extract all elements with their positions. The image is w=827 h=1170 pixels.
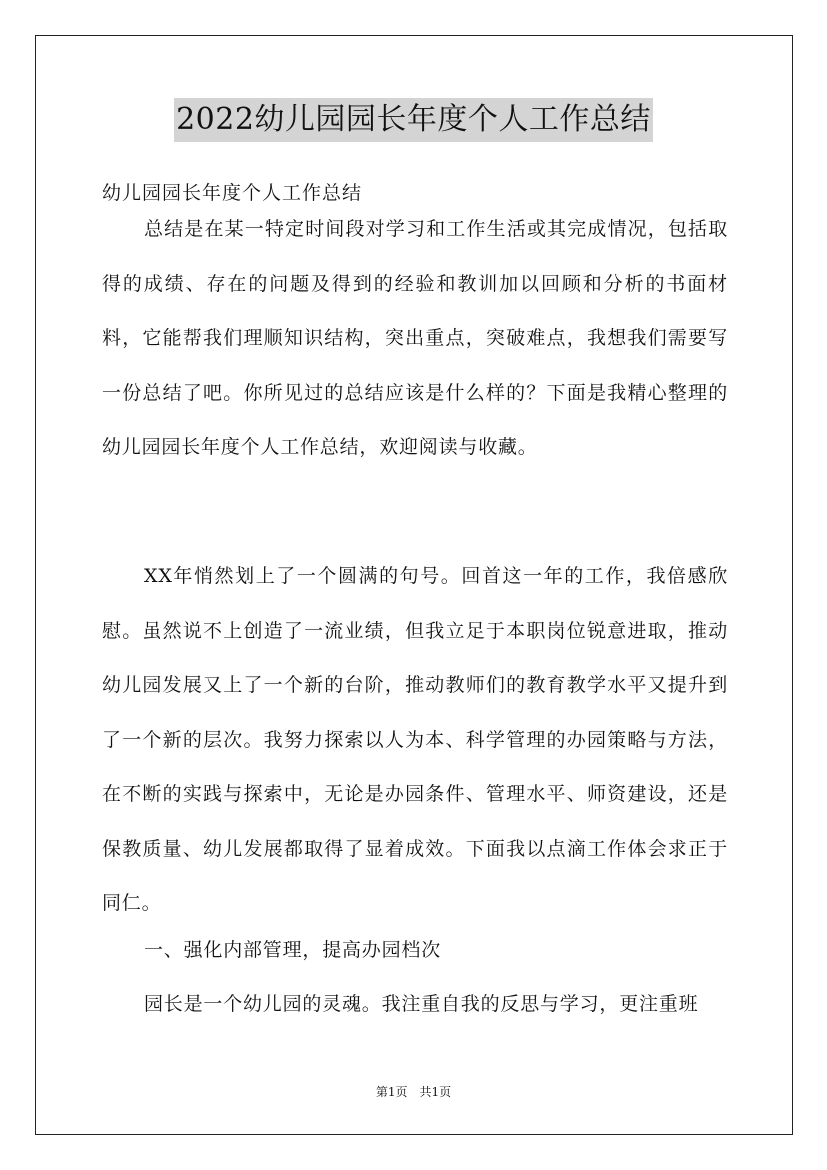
page-footer: 第1页 共1页 (375, 1085, 452, 1099)
intro-paragraph: 总结是在某一特定时间段对学习和工作生活或其完成情况，包括取得的成绩、存在的问题及得到的经验和教训加以回顾和分析的书面材料，它能帮我们理顺知识结构，突出重点，突破难点，我想我们需要写一份总结了吧。你所见过的总结应该是什么样的？下面是我精心整理的幼儿园园长年度个人工作总结，欢迎阅读与收藏。 (102, 218, 728, 458)
section-heading: 一、强化内部管理，提高办园档次 (144, 939, 442, 961)
summary-paragraph: XX年悄然划上了一个圆满的句号。回首这一年的工作，我倍感欣慰。虽然说不上创造了一流业绩，但我立足于本职岗位锐意进取，推动幼儿园发展又上了一个新的台阶，推动教师们的教育教学水平又提升到了一个新的层次。我努力探索以人为本、科学管理的办园策略与方法，在不断的实践与探索中，无论是办园条件、管理水平、师资建设，还是保教质量、幼儿发展都取得了显着成效。下面我以点滴工作体会求正于同仁。 (102, 565, 728, 914)
document-subtitle: 幼儿园园长年度个人工作总结 (102, 182, 363, 204)
section-paragraph: 园长是一个幼儿园的灵魂。我注重自我的反思与学习，更注重班 (144, 993, 699, 1015)
title-container (0, 98, 827, 142)
document-title: 2022幼儿园园长年度个人工作总结 (174, 98, 653, 142)
